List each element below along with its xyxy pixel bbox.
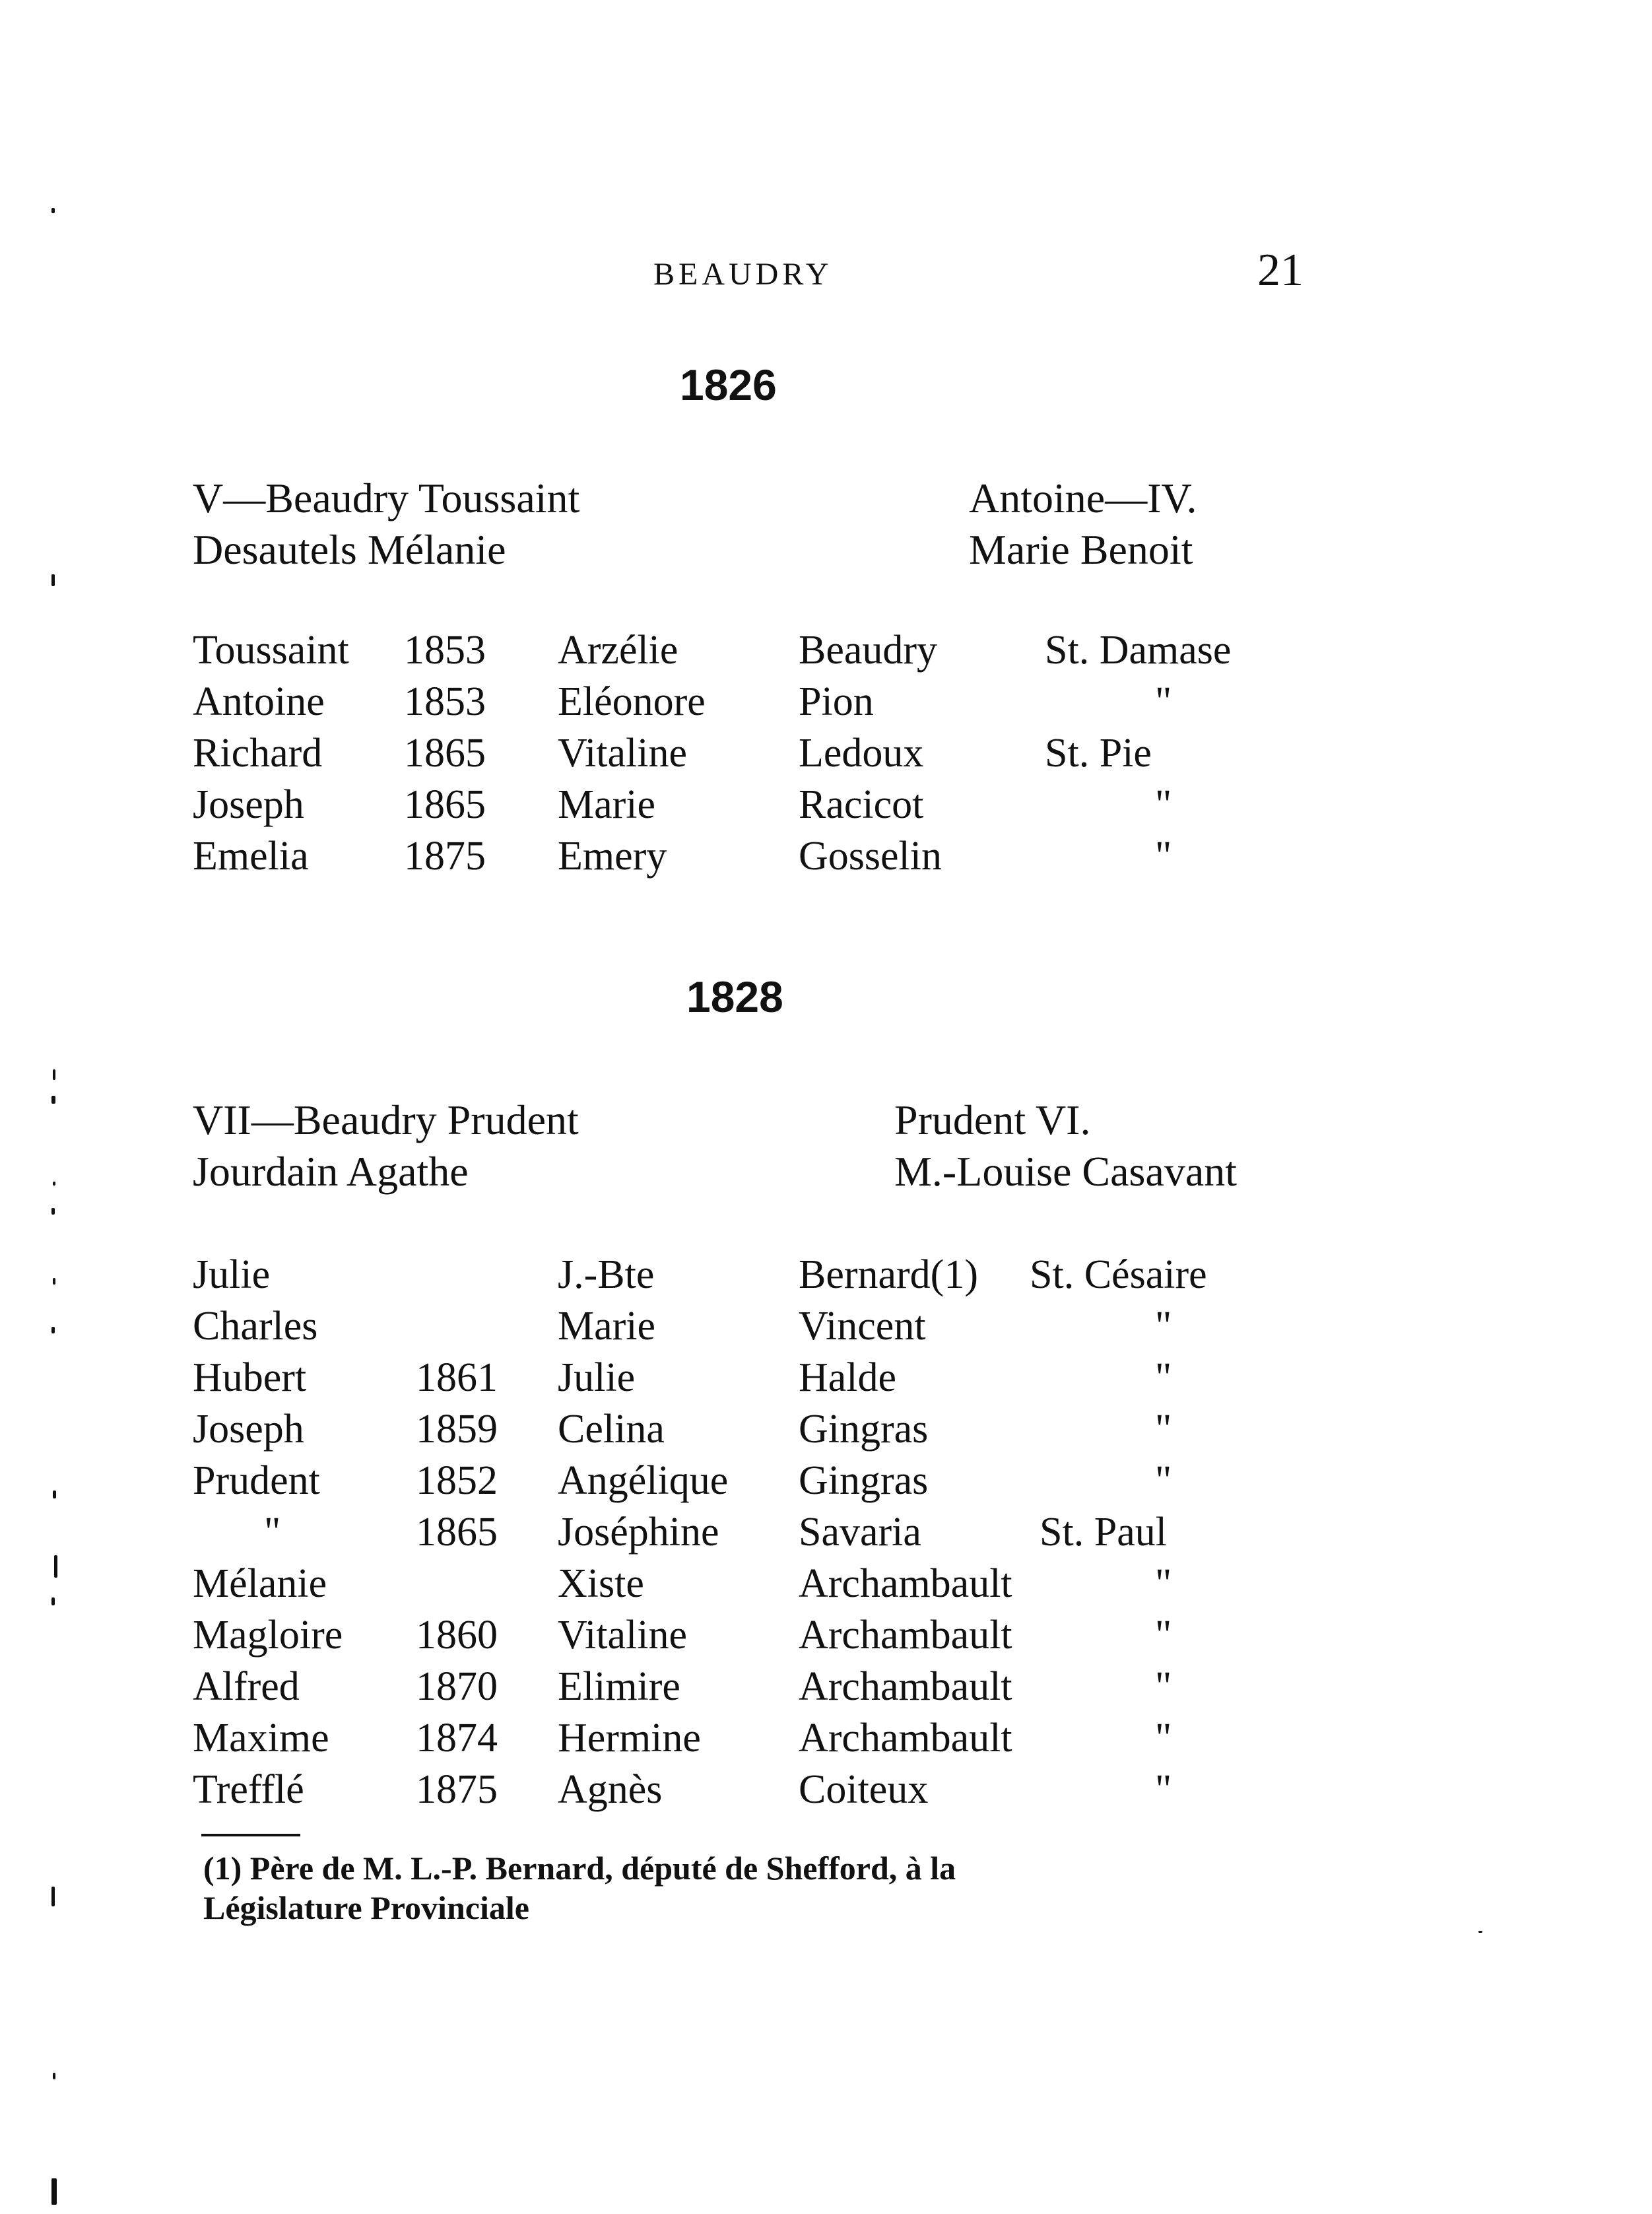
child-row: [0, 1663, 1652, 1715]
spouse-first-name: Emery: [558, 834, 667, 879]
child-name: Trefflé: [193, 1767, 304, 1812]
husband-parents: Prudent VI.: [894, 1096, 1091, 1143]
spouse-first-name: Julie: [558, 1355, 636, 1400]
spouse-first-name: Joséphine: [558, 1510, 719, 1555]
marriage-place: ": [1155, 1664, 1172, 1709]
husband-name: V—Beaudry Toussaint: [193, 475, 580, 521]
marriage-place: ": [1155, 834, 1172, 879]
child-row: [0, 782, 1652, 833]
section-year: 1828: [686, 972, 783, 1021]
child-marriage-year: 1865: [404, 782, 486, 827]
scan-speck: [51, 1597, 55, 1605]
spouse-last-name: Archambault: [799, 1613, 1012, 1658]
marriage-place: ": [1155, 1458, 1172, 1503]
wife-parents: M.-Louise Casavant: [894, 1148, 1237, 1195]
child-marriage-year: 1852: [416, 1458, 498, 1503]
child-row: [0, 627, 1652, 679]
child-name: Antoine: [193, 679, 325, 724]
husband-parents: Antoine—IV.: [969, 475, 1197, 521]
spouse-first-name: Hermine: [558, 1716, 701, 1761]
child-row: [0, 1612, 1652, 1663]
child-name: Mélanie: [193, 1561, 327, 1606]
scan-speck: [51, 1096, 55, 1104]
spouse-last-name: Ledoux: [799, 731, 924, 776]
marriage-place: St. Paul: [1040, 1510, 1167, 1555]
child-marriage-year: 1870: [416, 1664, 498, 1709]
footnote: [203, 1848, 956, 1928]
scan-speck: [54, 1555, 57, 1578]
child-marriage-year: 1861: [416, 1355, 498, 1400]
child-name: ": [264, 1510, 281, 1555]
scan-speck: [51, 1887, 55, 1906]
child-name: Joseph: [193, 782, 304, 827]
page-number: 21: [1257, 245, 1304, 296]
marriage-place: St. Pie: [1045, 731, 1152, 776]
spouse-last-name: Pion: [799, 679, 874, 724]
scan-speck: [51, 208, 55, 213]
scan-speck: [1478, 1931, 1482, 1933]
spouse-first-name: Vitaline: [558, 731, 687, 776]
marriage-place: ": [1155, 1407, 1172, 1452]
spouse-first-name: Xiste: [558, 1561, 644, 1606]
spouse-first-name: Vitaline: [558, 1613, 687, 1658]
child-row: [0, 1509, 1652, 1560]
scan-speck: [53, 2073, 55, 2079]
spouse-last-name: Coiteux: [799, 1767, 929, 1812]
scan-speck: [51, 1208, 55, 1215]
scan-speck: [53, 1491, 56, 1498]
spouse-last-name: Archambault: [799, 1561, 1012, 1606]
child-row: [0, 1560, 1652, 1612]
child-row: [0, 1303, 1652, 1355]
footnote-rule: [201, 1834, 300, 1836]
child-row: [0, 1766, 1652, 1818]
marriage-place: ": [1155, 1613, 1172, 1658]
scan-speck: [53, 1069, 55, 1080]
spouse-last-name: Beaudry: [799, 628, 938, 673]
spouse-first-name: Eléonore: [558, 679, 706, 724]
wife-parents: Marie Benoit: [969, 526, 1193, 573]
spouse-last-name: Archambault: [799, 1716, 1012, 1761]
child-row: [0, 1458, 1652, 1509]
child-marriage-year: 1875: [416, 1767, 498, 1812]
spouse-last-name: Halde: [799, 1355, 897, 1400]
child-marriage-year: 1875: [404, 834, 486, 879]
spouse-last-name: Archambault: [799, 1664, 1012, 1709]
child-name: Maxime: [193, 1716, 329, 1761]
child-row: [0, 1406, 1652, 1458]
spouse-last-name: Racicot: [799, 782, 924, 827]
spouse-first-name: Agnès: [558, 1767, 663, 1812]
footnote-line: Législature Provinciale: [203, 1889, 529, 1926]
child-name: Julie: [193, 1252, 271, 1297]
scan-speck: [51, 1327, 55, 1333]
spouse-first-name: Celina: [558, 1407, 665, 1452]
marriage-place: ": [1155, 1561, 1172, 1606]
spouse-first-name: Angélique: [558, 1458, 729, 1503]
child-marriage-year: 1859: [416, 1407, 498, 1452]
child-name: Charles: [193, 1304, 318, 1349]
child-name: Emelia: [193, 834, 309, 879]
child-marriage-year: 1865: [404, 731, 486, 776]
spouse-last-name: Savaria: [799, 1510, 921, 1555]
marriage-place: ": [1155, 679, 1172, 724]
child-row: [0, 1715, 1652, 1766]
child-row: [0, 679, 1652, 730]
child-marriage-year: 1874: [416, 1716, 498, 1761]
spouse-first-name: Elimire: [558, 1664, 680, 1709]
marriage-place: ": [1155, 1304, 1172, 1349]
child-marriage-year: 1860: [416, 1613, 498, 1658]
child-marriage-year: 1853: [404, 628, 486, 673]
spouse-first-name: Arzélie: [558, 628, 678, 673]
section-year: 1826: [680, 360, 777, 409]
child-name: Prudent: [193, 1458, 320, 1503]
spouse-last-name: Gingras: [799, 1407, 929, 1452]
wife-name: Jourdain Agathe: [193, 1148, 469, 1195]
spouse-last-name: Gingras: [799, 1458, 929, 1503]
child-marriage-year: 1853: [404, 679, 486, 724]
child-name: Magloire: [193, 1613, 343, 1658]
child-name: Toussaint: [193, 628, 349, 673]
child-marriage-year: 1865: [416, 1510, 498, 1555]
child-row: [0, 1355, 1652, 1406]
spouse-last-name: Vincent: [799, 1304, 926, 1349]
spouse-first-name: Marie: [558, 782, 656, 827]
wife-name: Desautels Mélanie: [193, 526, 506, 573]
marriage-place: St. Damase: [1045, 628, 1232, 673]
marriage-place: St. Césaire: [1030, 1252, 1207, 1297]
husband-name: VII—Beaudry Prudent: [193, 1096, 579, 1143]
child-name: Hubert: [193, 1355, 307, 1400]
marriage-place: ": [1155, 1355, 1172, 1400]
scan-speck: [53, 1278, 55, 1285]
child-name: Alfred: [193, 1664, 300, 1709]
spouse-last-name: Gosselin: [799, 834, 942, 879]
child-row: [0, 1252, 1652, 1303]
footnote-line: (1) Père de M. L.-P. Bernard, député de Shefford, à la: [203, 1850, 956, 1887]
spouse-first-name: J.-Bte: [558, 1252, 655, 1297]
child-name: Joseph: [193, 1407, 304, 1452]
running-head: BEAUDRY: [653, 257, 833, 292]
child-row: [0, 833, 1652, 885]
spouse-first-name: Marie: [558, 1304, 656, 1349]
scan-speck: [53, 1182, 55, 1186]
scan-speck: [51, 574, 55, 586]
marriage-place: ": [1155, 1767, 1172, 1812]
scan-speck: [51, 2178, 57, 2205]
spouse-last-name: Bernard(1): [799, 1252, 978, 1297]
child-name: Richard: [193, 731, 323, 776]
child-row: [0, 730, 1652, 782]
marriage-place: ": [1155, 1716, 1172, 1761]
marriage-place: ": [1155, 782, 1172, 827]
